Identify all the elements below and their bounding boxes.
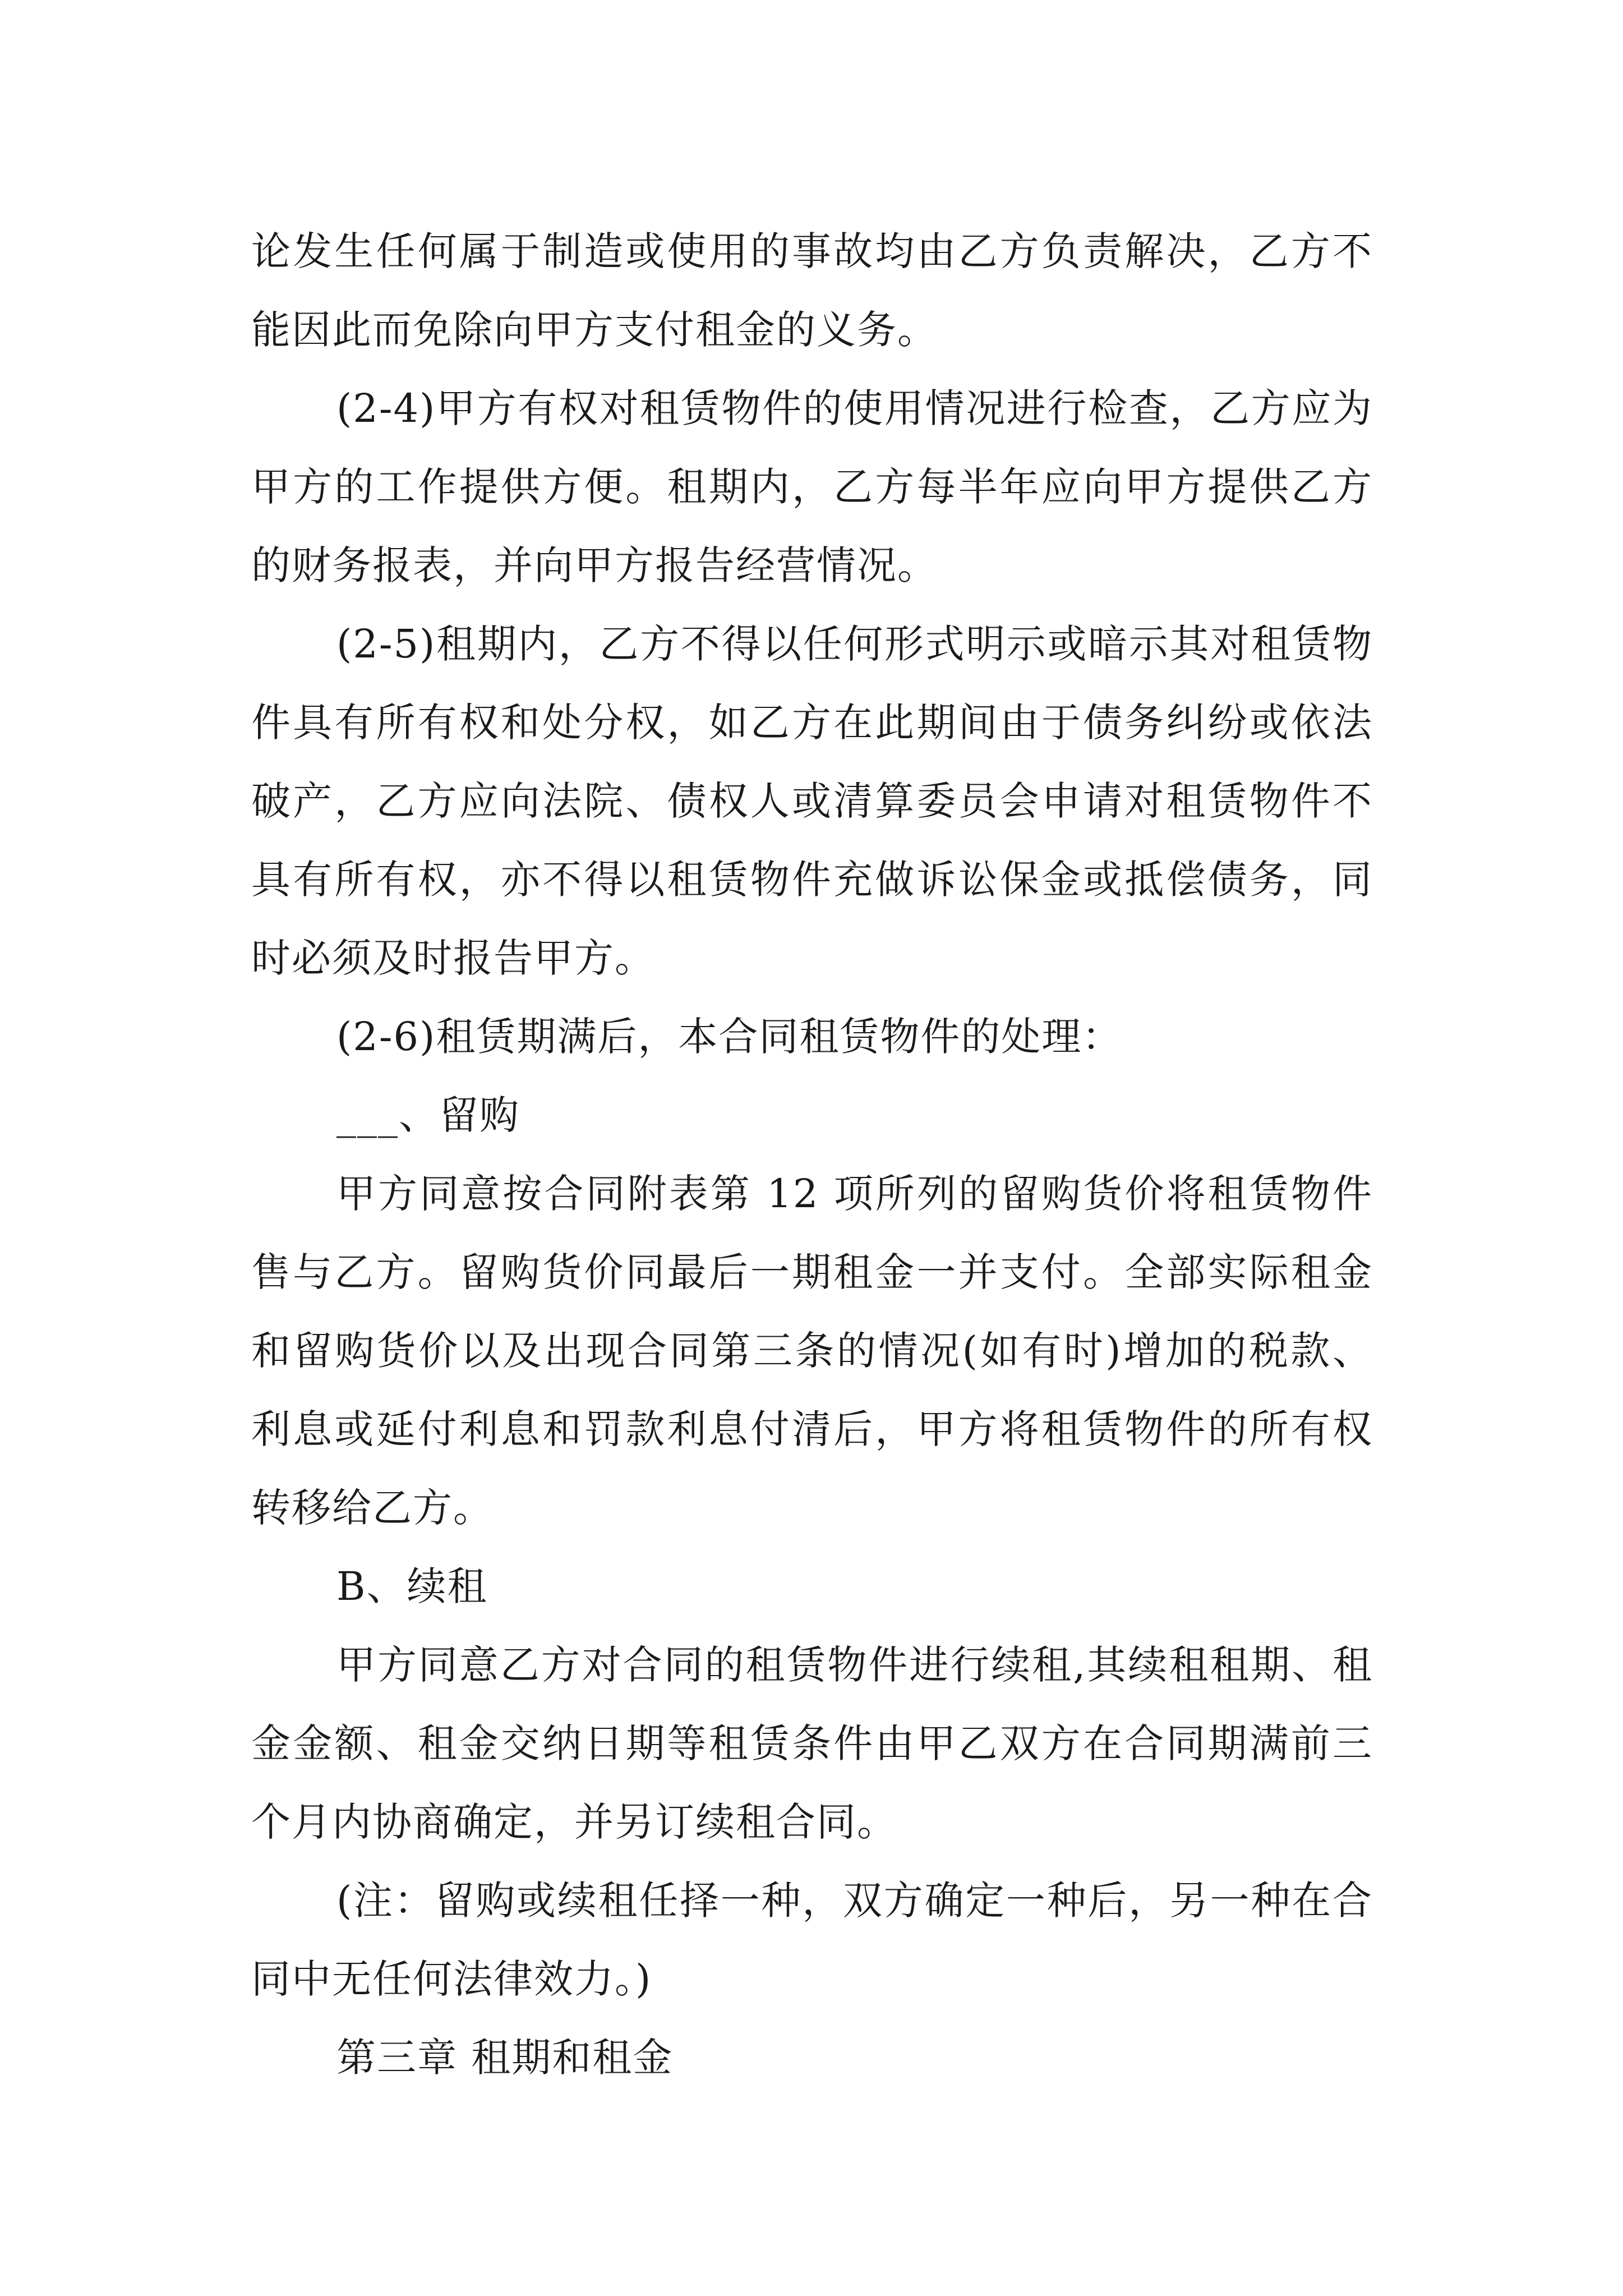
paragraph-clause-2-6: (2-6)租赁期满后，本合同租赁物件的处理：: [336, 1014, 1123, 1060]
option-a-heading: ___、留购: [336, 1092, 520, 1138]
chapter-heading: 第三章 租期和租金: [336, 2035, 674, 2081]
paragraph-clause-2-5: (2-5)租期内，乙方不得以任何形式明示或暗示其对租赁物件具有所有权和处分权，如乙方在此期间由于债务纠纷或依法破产，乙方应向法院、债权人或清算委员会申请对租赁物件不具有所有权，亦不得以租赁物件充做诉讼保金或抵偿债务，同时必须及时报告甲方。: [251, 621, 1373, 981]
paragraph-renewal: 甲方同意乙方对合同的租赁物件进行续租,其续租租期、租金金额、租金交纳日期等租赁条件由甲乙双方在合同期满前三个月内协商确定，并另订续租合同。: [251, 1642, 1373, 1845]
option-b-heading: B、续租: [336, 1563, 488, 1609]
paragraph-purchase: 甲方同意按合同附表第 12 项所列的留购货价将租赁物件售与乙方。留购货价同最后一期租金一并支付。全部实际租金和留购货价以及出现合同第三条的情况(如有时)增加的税款、利息或延付利息和罚款利息付清后，甲方将租赁物件的所有权转移给乙方。: [251, 1171, 1373, 1531]
paragraph-continuation: 论发生任何属于制造或使用的事故均由乙方负责解决，乙方不能因此而免除向甲方支付租金的义务。: [251, 228, 1373, 353]
document-page: [251, 212, 1373, 2097]
paragraph-note: (注：留购或续租任择一种，双方确定一种后，另一种在合同中无任何法律效力。): [251, 1878, 1373, 2002]
paragraph-clause-2-4: (2-4)甲方有权对租赁物件的使用情况进行检查，乙方应为甲方的工作提供方便。租期内，乙方每半年应向甲方提供乙方的财务报表，并向甲方报告经营情况。: [251, 385, 1373, 588]
